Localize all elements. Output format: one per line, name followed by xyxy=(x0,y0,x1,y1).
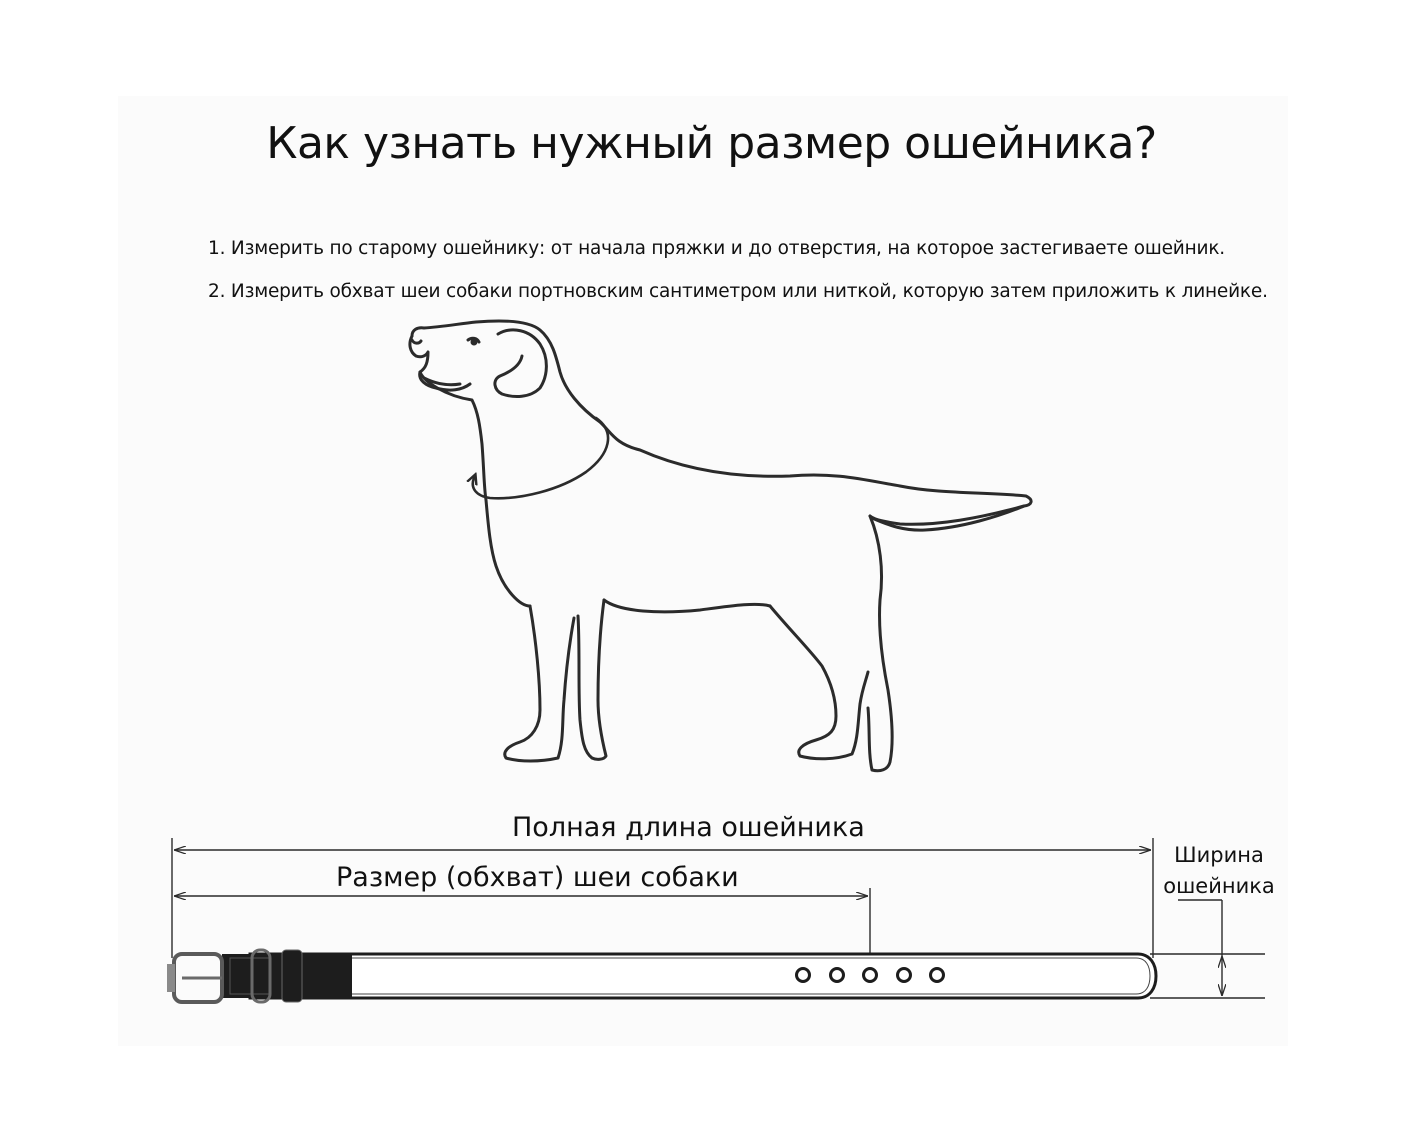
collar-hole xyxy=(864,969,877,982)
full-length-label: Полная длина ошейника xyxy=(512,812,865,843)
collar-hole xyxy=(797,969,810,982)
collar-hole xyxy=(898,969,911,982)
dog-outline-icon xyxy=(410,321,1031,771)
neck-size-label: Размер (обхват) шеи собаки xyxy=(336,862,739,893)
neck-circumference-arrow-icon xyxy=(473,418,608,498)
collar-width-label-line1: Ширина xyxy=(1174,843,1264,867)
collar-hole xyxy=(931,969,944,982)
collar-hole xyxy=(831,969,844,982)
collar-width-label xyxy=(1160,840,1278,902)
collar-icon xyxy=(167,950,1156,1002)
step-2-text: 2. Измерить обхват шеи собаки портновским сантиметром или ниткой, которую затем приложить к линейке. xyxy=(208,281,1268,302)
step-1-text: 1. Измерить по старому ошейнику: от начала пряжки и до отверстия, на которое застегиваете ошейник. xyxy=(208,238,1225,259)
page-title: Как узнать нужный размер ошейника? xyxy=(266,118,1157,169)
collar-width-label-line2: ошейника xyxy=(1163,874,1275,898)
